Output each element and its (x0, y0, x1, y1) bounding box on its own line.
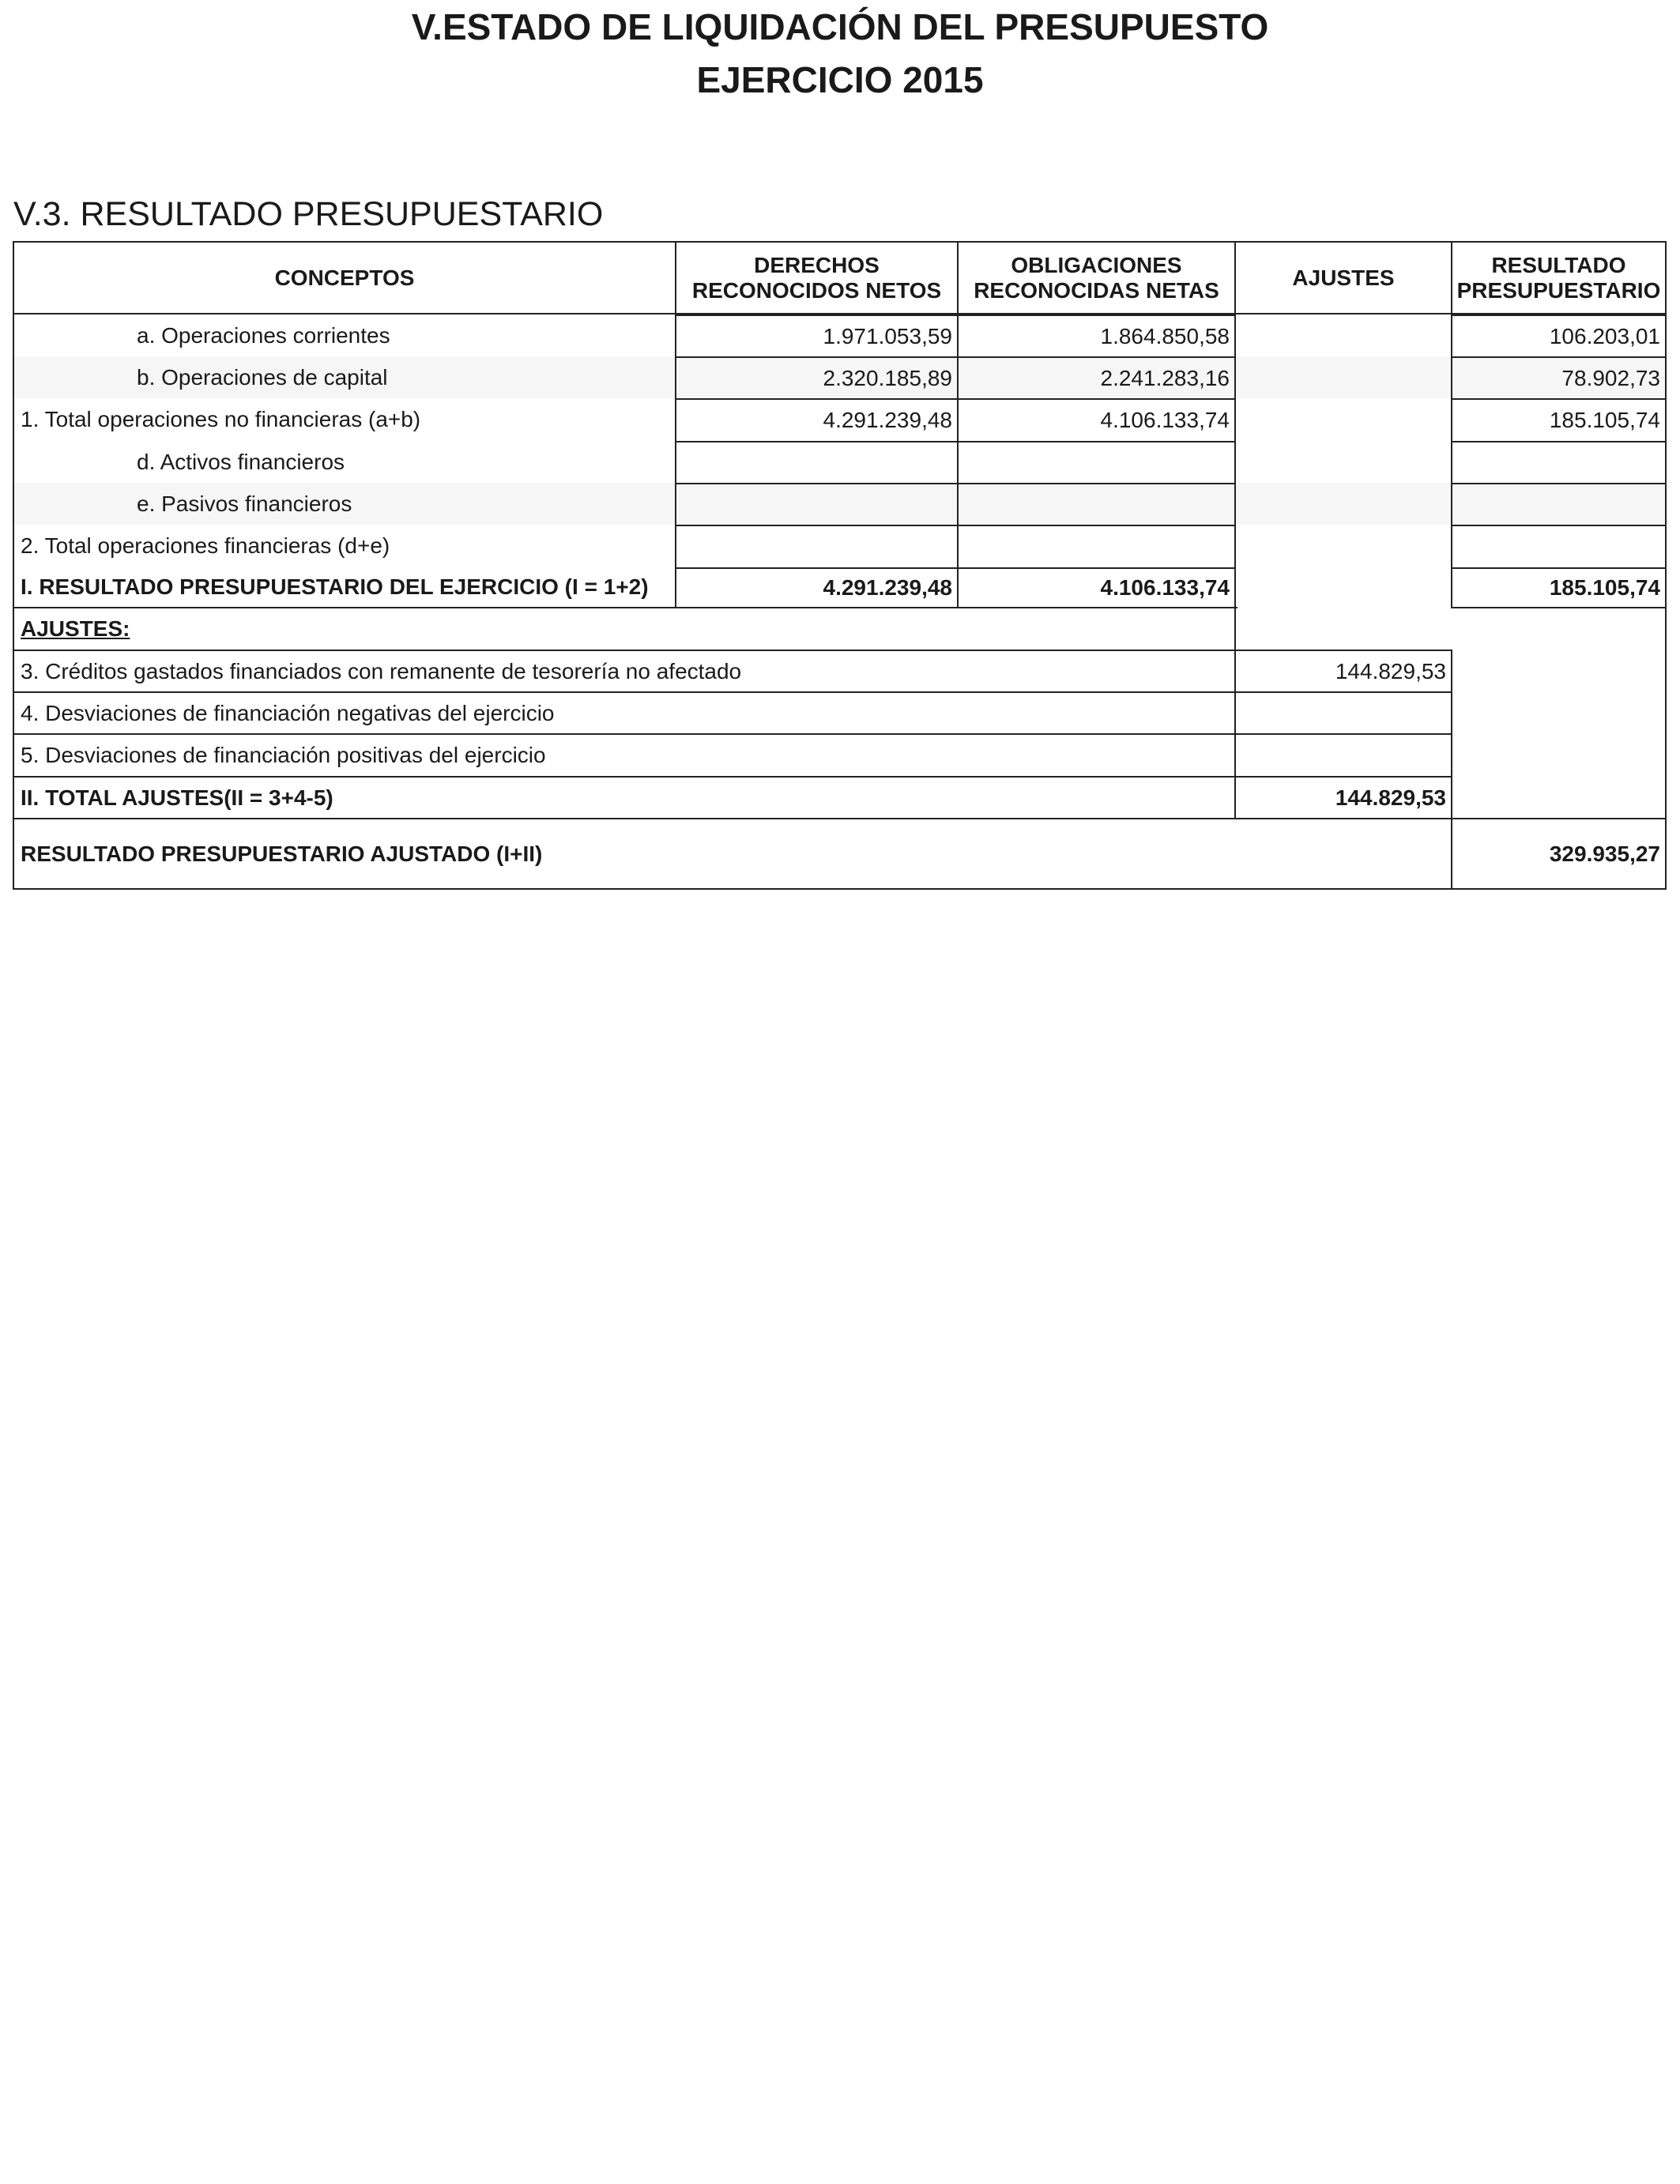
section-title: V.3. RESULTADO PRESUPUESTARIO (13, 195, 604, 233)
final-result-value (1451, 818, 1667, 890)
derechos-value: 2.320.185,89 (823, 365, 952, 390)
list-item (14, 441, 675, 483)
table-cell (957, 314, 1236, 358)
row-label: 4. Desviaciones de financiación negativas del ejercicio (21, 700, 555, 725)
ajustes-value: 144.829,53 (1335, 658, 1446, 683)
resultado-value: 185.105,74 (1549, 575, 1660, 600)
header-obligaciones-line2: RECONOCIDAS NETAS (974, 277, 1219, 303)
row-label: b. Operaciones de capital (137, 364, 388, 390)
list-item (13, 776, 1236, 819)
table-cell (1451, 525, 1667, 569)
table-cell (675, 441, 959, 484)
table-cell (675, 483, 959, 526)
list-item (14, 525, 675, 567)
list-item (13, 733, 1236, 778)
table-cell (675, 356, 959, 400)
table-cell (1451, 314, 1667, 358)
header-resultado-line2: PRESUPUESTARIO (1456, 277, 1661, 303)
table-cell (1234, 733, 1452, 778)
list-item (14, 314, 675, 356)
table-cell (1234, 691, 1452, 735)
obligaciones-value: 1.864.850,58 (1100, 323, 1230, 348)
header-obligaciones (957, 241, 1236, 314)
table-cell (957, 398, 1236, 442)
list-item (13, 650, 1236, 693)
obligaciones-value: 2.241.283,16 (1100, 365, 1230, 390)
header-resultado-line1: RESULTADO (1491, 252, 1626, 277)
table-cell (675, 398, 959, 442)
header-resultado (1451, 241, 1667, 314)
ajustes-shade (1236, 483, 1451, 525)
header-obligaciones-line1: OBLIGACIONES (1011, 252, 1182, 277)
row-label: d. Activos financieros (137, 449, 345, 474)
table-cell (957, 441, 1236, 484)
header-derechos-line2: RECONOCIDOS NETOS (691, 277, 942, 303)
divider (1234, 607, 1236, 651)
ajustes-heading-text: AJUSTES: (21, 616, 130, 641)
resultado-value: 106.203,01 (1549, 323, 1660, 348)
ajustes-shade (1236, 356, 1451, 398)
row-label: e. Pasivos financieros (137, 491, 352, 516)
row-label: 5. Desviaciones de financiación positivas del ejercicio (21, 743, 546, 767)
derechos-value: 1.971.053,59 (823, 323, 952, 348)
table-cell (957, 356, 1236, 400)
document-subtitle: EJERCICIO 2015 (696, 59, 984, 100)
header-ajustes-text: AJUSTES (1292, 265, 1395, 290)
list-item (13, 691, 1236, 735)
resultado-value: 78.902,73 (1561, 365, 1660, 390)
table-cell (675, 567, 959, 608)
table-cell (675, 525, 959, 569)
table-cell (1234, 650, 1452, 693)
row-label: I. RESULTADO PRESUPUESTARIO DEL EJERCICIO (I = 1+2) (21, 574, 649, 599)
divider (675, 607, 1237, 608)
list-item (14, 567, 675, 607)
header-derechos-line1: DERECHOS (754, 252, 880, 277)
divider (1451, 607, 1667, 608)
obligaciones-value: 4.106.133,74 (1100, 575, 1230, 600)
ajustes-heading (14, 608, 646, 650)
list-item (14, 483, 675, 525)
row-label: II. TOTAL AJUSTES(II = 3+4-5) (21, 785, 333, 810)
resultado-value: 185.105,74 (1549, 408, 1660, 432)
table-cell (957, 567, 1236, 608)
header-derechos (675, 241, 959, 314)
table-cell (1451, 483, 1667, 526)
derechos-value: 4.291.239,48 (823, 408, 952, 432)
table-cell (1451, 356, 1667, 400)
row-label: RESULTADO PRESUPUESTARIO AJUSTADO (I+II) (21, 841, 543, 866)
header-conceptos (13, 241, 676, 314)
row-label: 1. Total operaciones no financieras (a+b) (21, 406, 421, 431)
obligaciones-value: 4.106.133,74 (1100, 408, 1230, 432)
list-item (14, 398, 675, 440)
table-cell (1234, 776, 1452, 819)
table-cell (957, 525, 1236, 569)
resultado-value: 329.935,27 (1549, 841, 1660, 866)
header-ajustes (1234, 241, 1452, 314)
ajustes-value: 144.829,53 (1335, 785, 1446, 810)
row-label: 2. Total operaciones financieras (d+e) (21, 533, 390, 558)
document-title: V.ESTADO DE LIQUIDACIÓN DEL PRESUPUESTO (411, 6, 1269, 47)
final-result-label (13, 818, 1452, 890)
header-conceptos-text: CONCEPTOS (274, 265, 415, 290)
table-cell (1451, 441, 1667, 484)
list-item (14, 356, 675, 398)
table-cell (1451, 398, 1667, 442)
table-cell (1451, 567, 1667, 608)
table-cell (675, 314, 959, 358)
derechos-value: 4.291.239,48 (823, 575, 952, 600)
row-label: a. Operaciones corrientes (137, 322, 390, 348)
row-label: 3. Créditos gastados financiados con remanente de tesorería no afectado (21, 658, 742, 683)
table-cell (957, 483, 1236, 526)
